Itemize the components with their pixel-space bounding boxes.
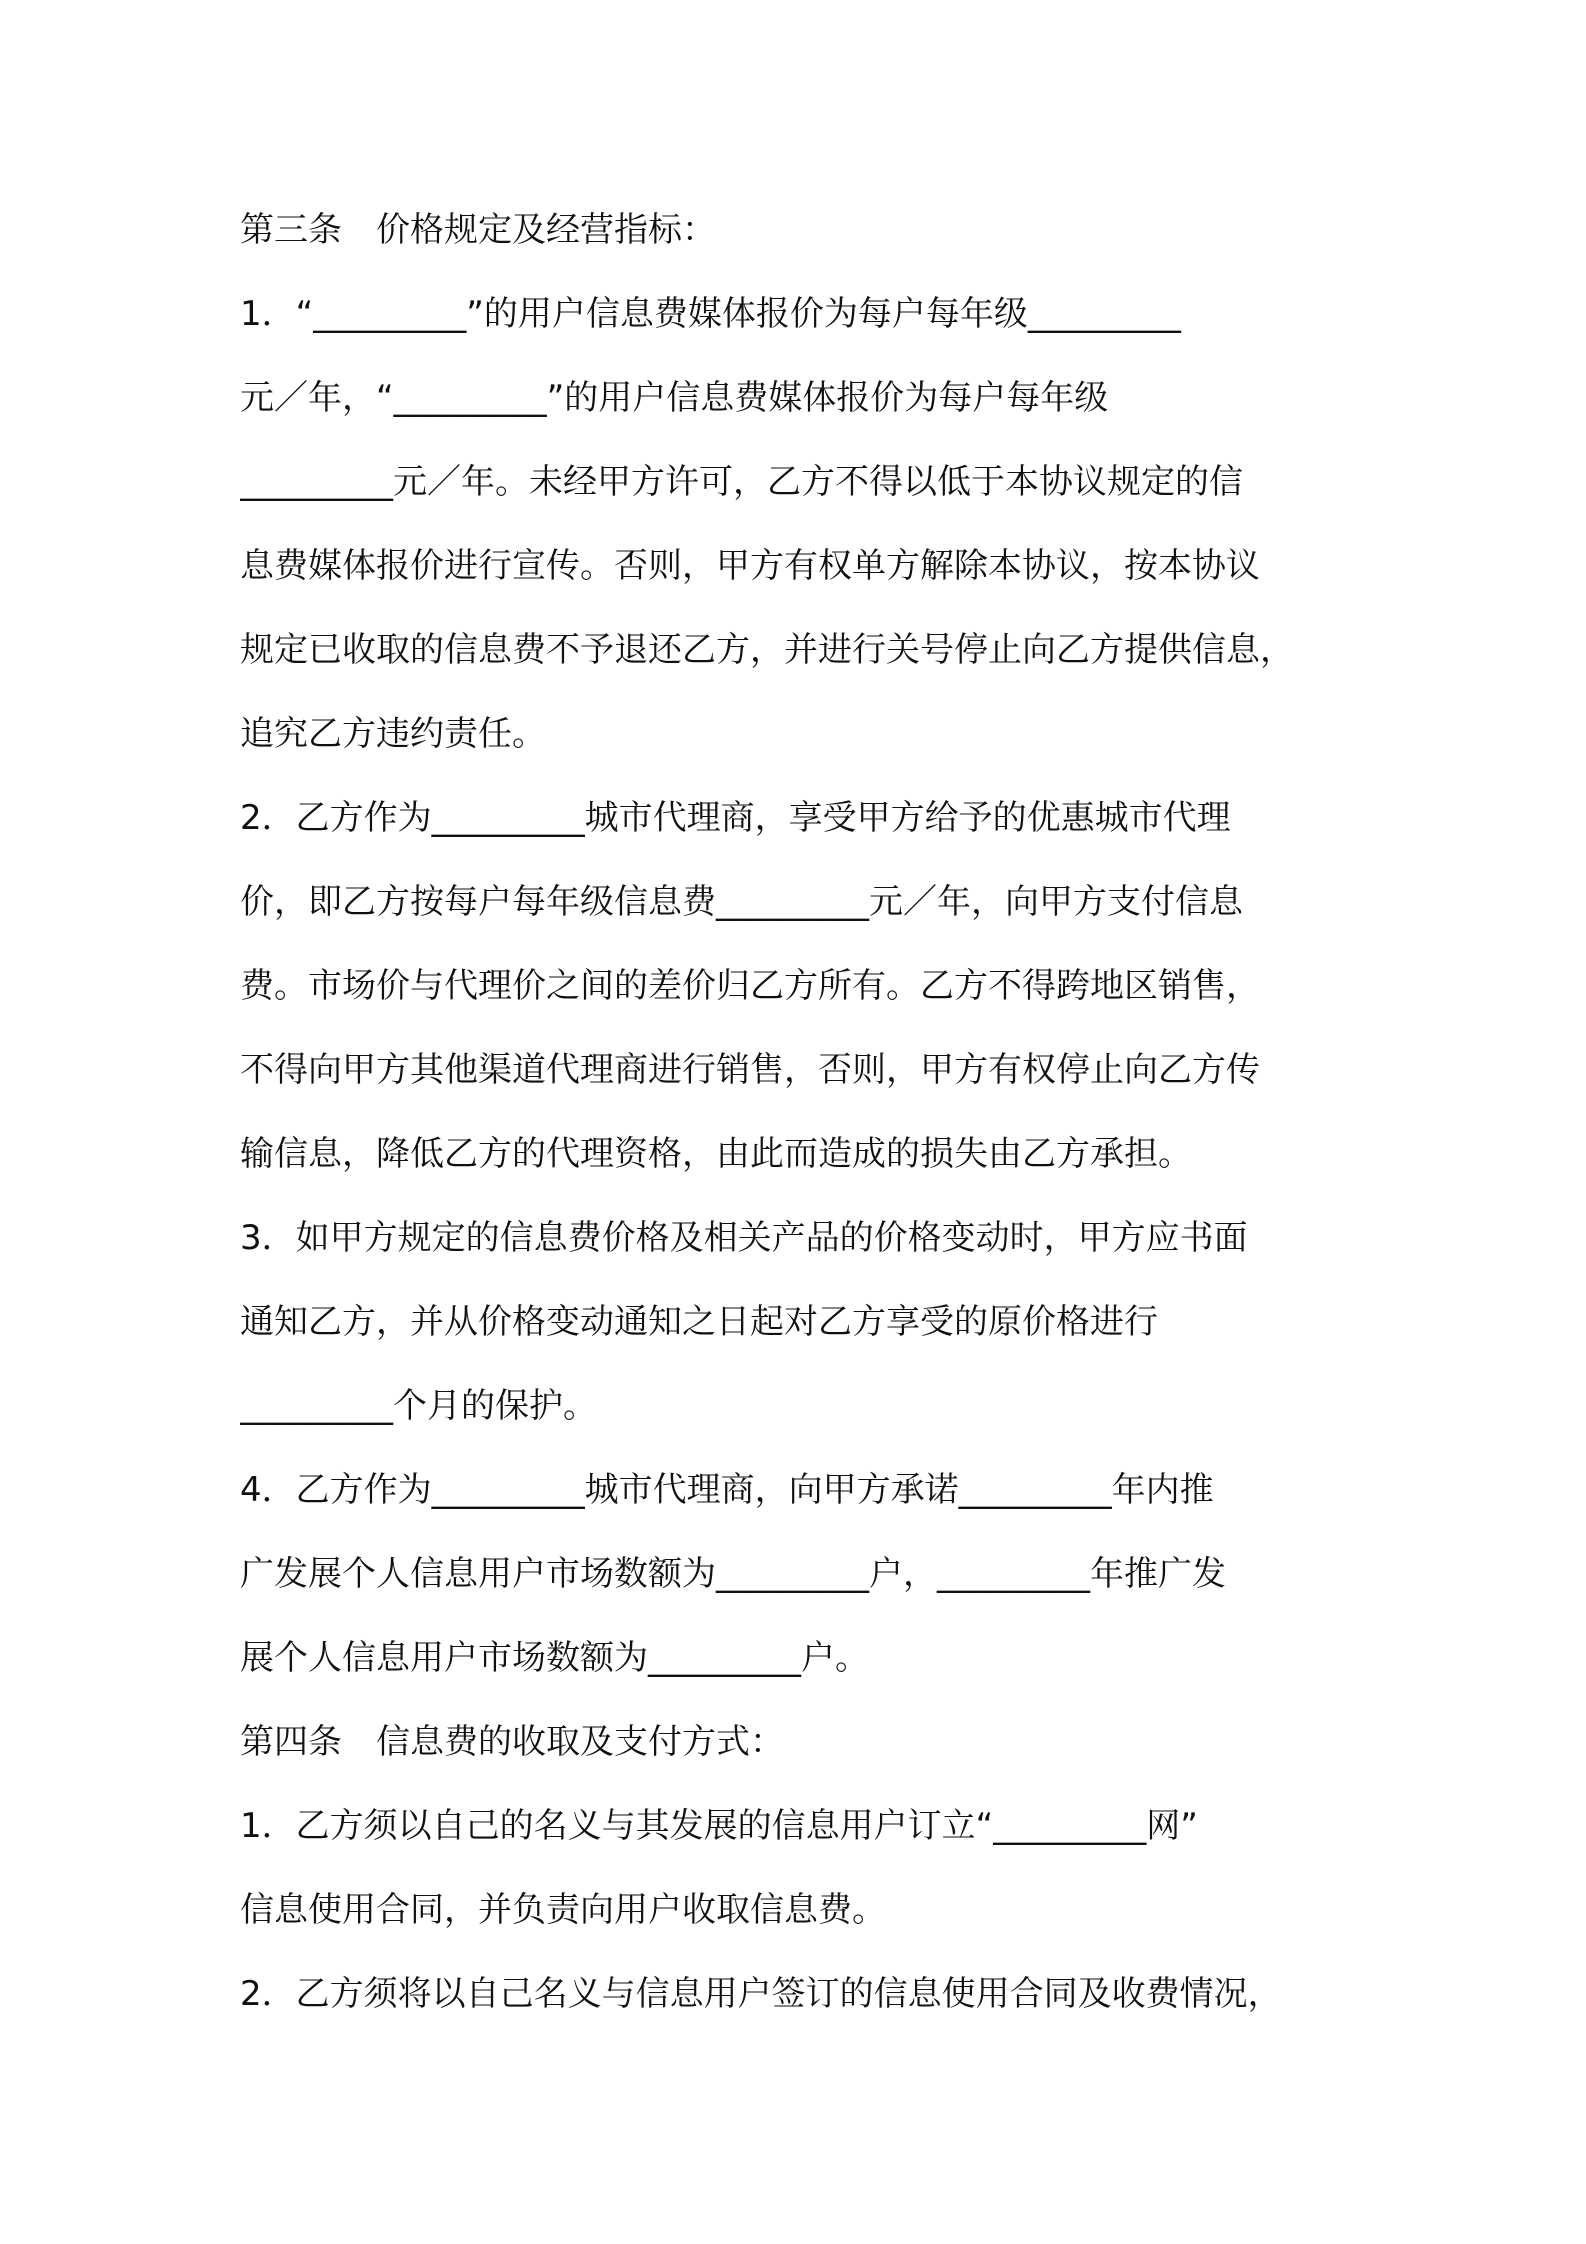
- text-line: 信息使用合同，并负责向用户收取信息费。: [240, 1890, 886, 1930]
- article-3-heading: 第三条 价格规定及经营指标：: [240, 210, 716, 250]
- text-line: _________元／年。未经甲方许可，乙方不得以低于本协议规定的信: [240, 462, 1243, 502]
- text-line: 追究乙方违约责任。: [240, 714, 546, 754]
- text-line: 1．“_________”的用户信息费媒体报价为每户每年级_________: [240, 294, 1181, 334]
- text-line: 3．如甲方规定的信息费价格及相关产品的价格变动时，甲方应书面: [240, 1218, 1248, 1258]
- text-line: 息费媒体报价进行宣传。否则，甲方有权单方解除本协议，按本协议: [240, 546, 1260, 586]
- text-line: 费。市场价与代理价之间的差价归乙方所有。乙方不得跨地区销售，: [240, 966, 1260, 1006]
- article-4-heading: 第四条 信息费的收取及支付方式：: [240, 1722, 784, 1762]
- text-line: 展个人信息用户市场数额为_________户。: [240, 1638, 869, 1678]
- text-line: 2．乙方须将以自己名义与信息用户签订的信息使用合同及收费情况，: [240, 1974, 1282, 2014]
- text-line: 不得向甲方其他渠道代理商进行销售，否则，甲方有权停止向乙方传: [240, 1050, 1260, 1090]
- text-line: 1．乙方须以自己的名义与其发展的信息用户订立“_________网”: [240, 1806, 1198, 1846]
- text-line: _________个月的保护。: [240, 1386, 597, 1426]
- text-line: 广发展个人信息用户市场数额为_________户，_________年推广发: [240, 1554, 1226, 1594]
- text-line: 元／年，“_________”的用户信息费媒体报价为每户每年级: [240, 378, 1109, 418]
- text-line: 输信息，降低乙方的代理资格，由此而造成的损失由乙方承担。: [240, 1134, 1192, 1174]
- document-body: [240, 200, 1360, 2048]
- text-line: 规定已收取的信息费不予退还乙方，并进行关号停止向乙方提供信息，: [240, 630, 1294, 670]
- text-line: 2．乙方作为_________城市代理商，享受甲方给予的优惠城市代理: [240, 798, 1231, 838]
- text-line: 价，即乙方按每户每年级信息费_________元／年，向甲方支付信息: [240, 882, 1243, 922]
- text-line: 4．乙方作为_________城市代理商，向甲方承诺_________年内推: [240, 1470, 1214, 1510]
- text-line: 通知乙方，并从价格变动通知之日起对乙方享受的原价格进行: [240, 1302, 1158, 1342]
